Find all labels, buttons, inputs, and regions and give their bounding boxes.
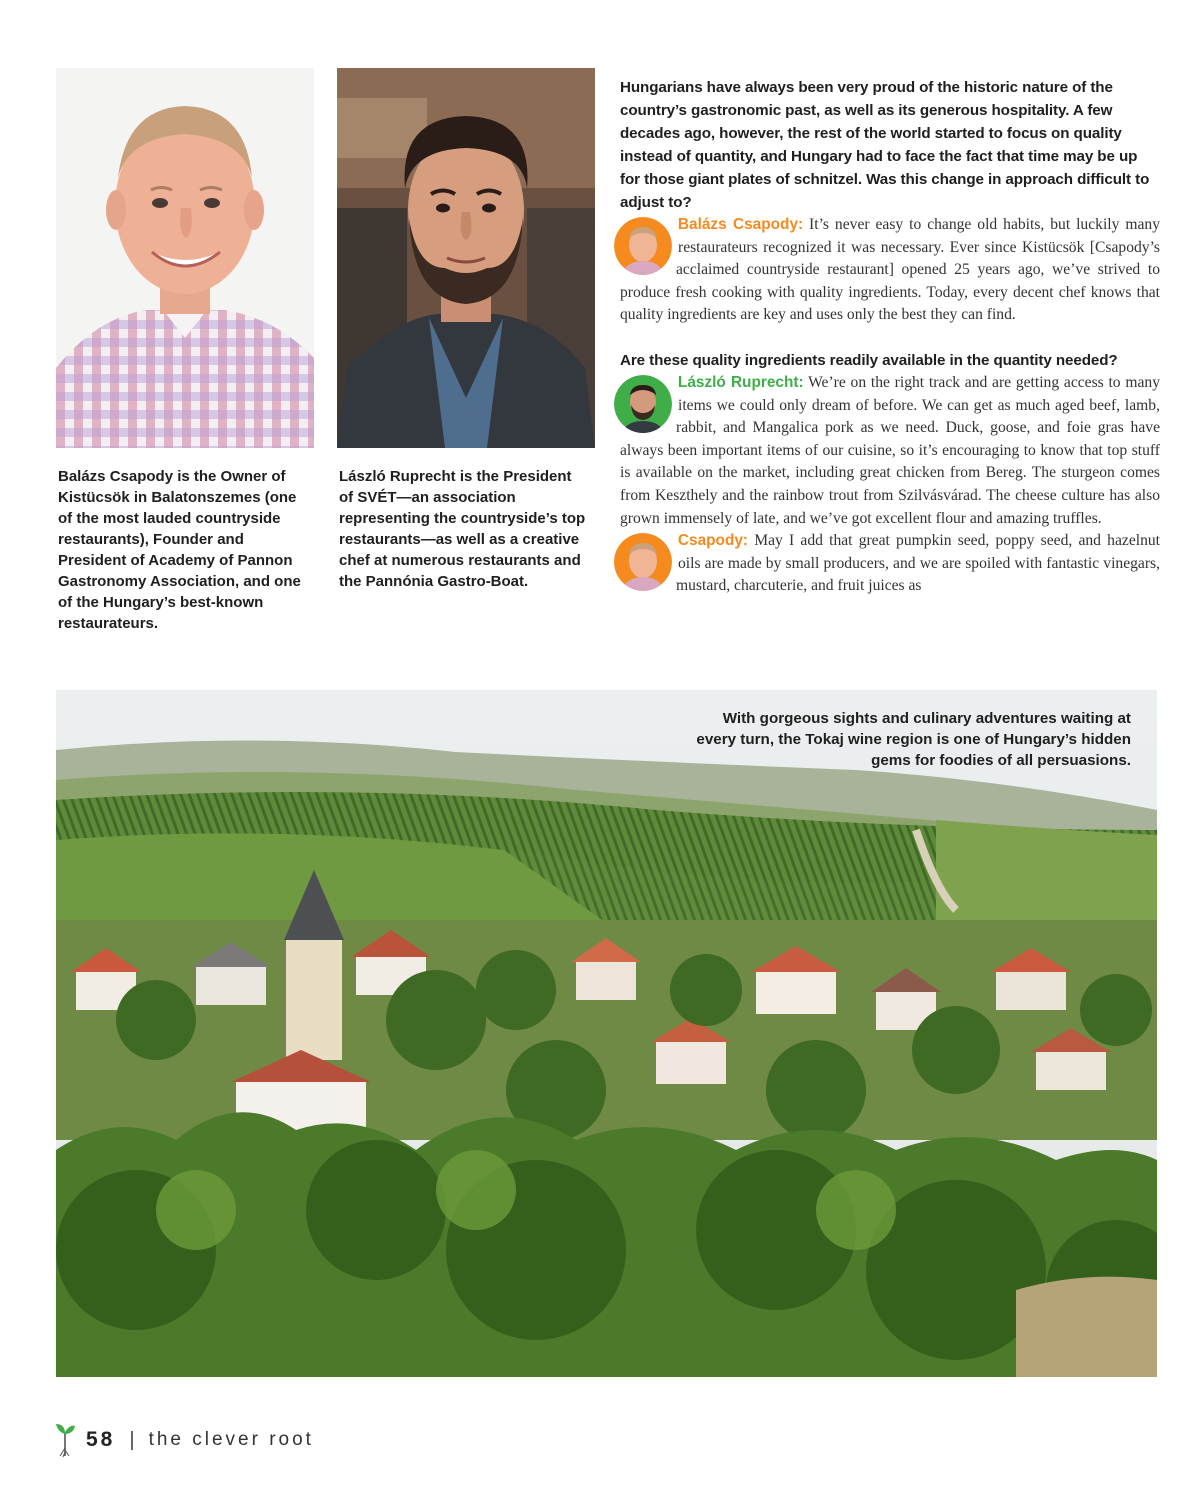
answer-3-text: May I add that great pumpkin seed, poppy seed, and hazelnut oils are made by small producers, and we are spoiled with fantastic vinegars, mustard, charcuterie, and fruit juices as bbox=[676, 532, 1160, 595]
answer-1-text: It’s never easy to change old habits, but luckily many restaurateurs recognized it was necessary. Ever since Kistücsök [Csapody’s acclaimed countryside restaurant] opened 25 years ago, we’ve strived to produce fresh cooking with quality ingredients. Today, every decent chef knows that quality ingredients are key and uses only the best they can find. bbox=[620, 216, 1160, 324]
sprout-icon bbox=[54, 1418, 76, 1463]
speaker-csapody-1: Balázs Csapody: bbox=[677, 216, 804, 233]
avatar-csapody bbox=[614, 217, 672, 275]
landscape-caption: With gorgeous sights and culinary adventures waiting at every turn, the Tokaj wine region is one of Hungary’s hidden gems for foodies of all persuasions. bbox=[696, 710, 1131, 769]
speaker-ruprecht: László Ruprecht: bbox=[677, 373, 804, 391]
page-number: 58 bbox=[86, 1428, 116, 1451]
landscape-photo bbox=[56, 690, 1157, 1377]
answer-3 bbox=[620, 530, 1160, 598]
question-2: Are these quality ingredients readily available in the quantity needed? bbox=[620, 351, 1118, 369]
portrait-ruprecht bbox=[337, 68, 595, 448]
question-1: Hungarians have always been very proud of the historic nature of the country’s gastronomic past, as well as its generous hospitality. A few decades ago, however, the rest of the world started to focus on quality instead of quantity, and Hungary had to face the fact that time may be up for those giant plates of schnitzel. Was this change in approach difficult to adjust to? bbox=[620, 79, 1150, 211]
caption-ruprecht: László Ruprecht is the President of SVÉT—an association representing the countryside’s top restaurants—as well as a creative chef at numerous restaurants and the Pannónia Gastro-Boat. bbox=[339, 468, 586, 590]
speaker-csapody-2: Csapody: bbox=[677, 532, 749, 550]
avatar-csapody-2 bbox=[614, 533, 672, 591]
magazine-name: the clever root bbox=[148, 1429, 314, 1450]
portrait-csapody bbox=[56, 68, 314, 448]
interview-column bbox=[620, 76, 1160, 598]
answer-2-text: We’re on the right track and are getting access to many items we could only dream of before. We can get as much aged beef, lamb, rabbit, and Mangalica pork as we need. Duck, goose, and foie gras have always been important items of our cuisine, so it’s encouraging to know that top stuff is available on the market, including great chicken from Bereg. The sturgeon comes from Keszthely and the rainbow trout from Szilvásvárad. The cheese culture has also grown immensely of late, and we’ve got excellent flour and amazing truffles. bbox=[620, 373, 1160, 527]
footer-separator: | bbox=[129, 1428, 135, 1451]
avatar-ruprecht bbox=[614, 375, 672, 433]
answer-2 bbox=[620, 372, 1160, 530]
caption-csapody: Balázs Csapody is the Owner of Kistücsök in Balatonszemes (one of the most lauded countryside restaurants), Founder and President of Academy of Pannon Gastronomy Association, and one of the Hungary’s best-known restaurateurs. bbox=[58, 468, 301, 632]
answer-1 bbox=[620, 214, 1160, 327]
page-footer bbox=[54, 1418, 314, 1462]
